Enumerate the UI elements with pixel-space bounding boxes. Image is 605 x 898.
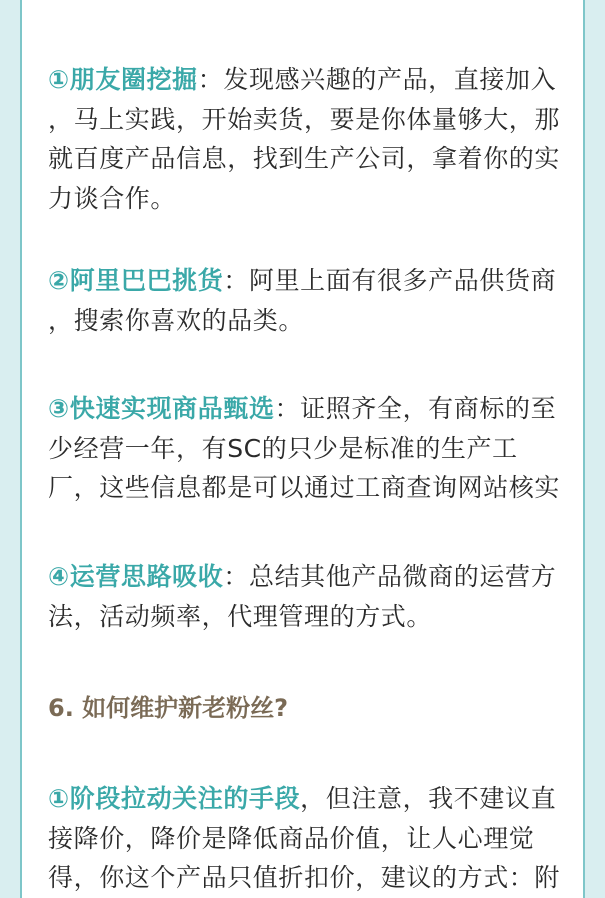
paragraph-text: 力谈合作。 bbox=[48, 183, 177, 213]
paragraph-title: ③快速实现商品甄选 bbox=[48, 394, 275, 423]
paragraph-product-selection bbox=[48, 389, 560, 508]
paragraph-title: ①朋友圈挖掘 bbox=[48, 65, 198, 94]
paragraph-text: 法，活动频率，代理管理的方式。 bbox=[48, 601, 433, 631]
paragraph-text: 少经营一年，有SC的只少是标准的生产工 bbox=[48, 433, 518, 463]
paragraph-text: 接降价，降价是降低商品价值，让人心理觉 bbox=[48, 823, 535, 853]
paragraph-text: ：总结其他产品微商的运营方 bbox=[223, 562, 557, 591]
paragraph-text: 得，你这个产品只值折扣价，建议的方式：附 bbox=[48, 863, 561, 892]
paragraph-text: ：发现感兴趣的产品，直接加入 bbox=[197, 65, 557, 94]
paragraph-operation-ideas bbox=[48, 557, 560, 636]
paragraph-moments-mining bbox=[48, 60, 560, 218]
paragraph-title: ①阶段拉动关注的手段 bbox=[48, 784, 301, 813]
paragraph-text: ，马上实践，开始卖货，要是你体量够大，那 bbox=[48, 104, 561, 134]
section-heading: 6. 如何维护新老粉丝? bbox=[48, 694, 289, 722]
paragraph-title: ②阿里巴巴挑货 bbox=[48, 266, 224, 295]
paragraph-text: ，但注意，我不建议直 bbox=[300, 784, 557, 813]
paragraph-alibaba bbox=[48, 261, 560, 340]
paragraph-follow-means bbox=[48, 779, 560, 898]
paragraph-title: ④运营思路吸收 bbox=[48, 562, 224, 591]
paragraph-text: ，搜索你喜欢的品类。 bbox=[48, 305, 305, 335]
paragraph-text: ：阿里上面有很多产品供货商 bbox=[223, 266, 557, 295]
paragraph-text: 厂，这些信息都是可以通过工商查询网站核实 bbox=[48, 473, 561, 502]
paragraph-text: ：证照齐全，有商标的至 bbox=[274, 394, 557, 423]
paragraph-text: 就百度产品信息，找到生产公司，拿着你的实 bbox=[48, 144, 561, 173]
